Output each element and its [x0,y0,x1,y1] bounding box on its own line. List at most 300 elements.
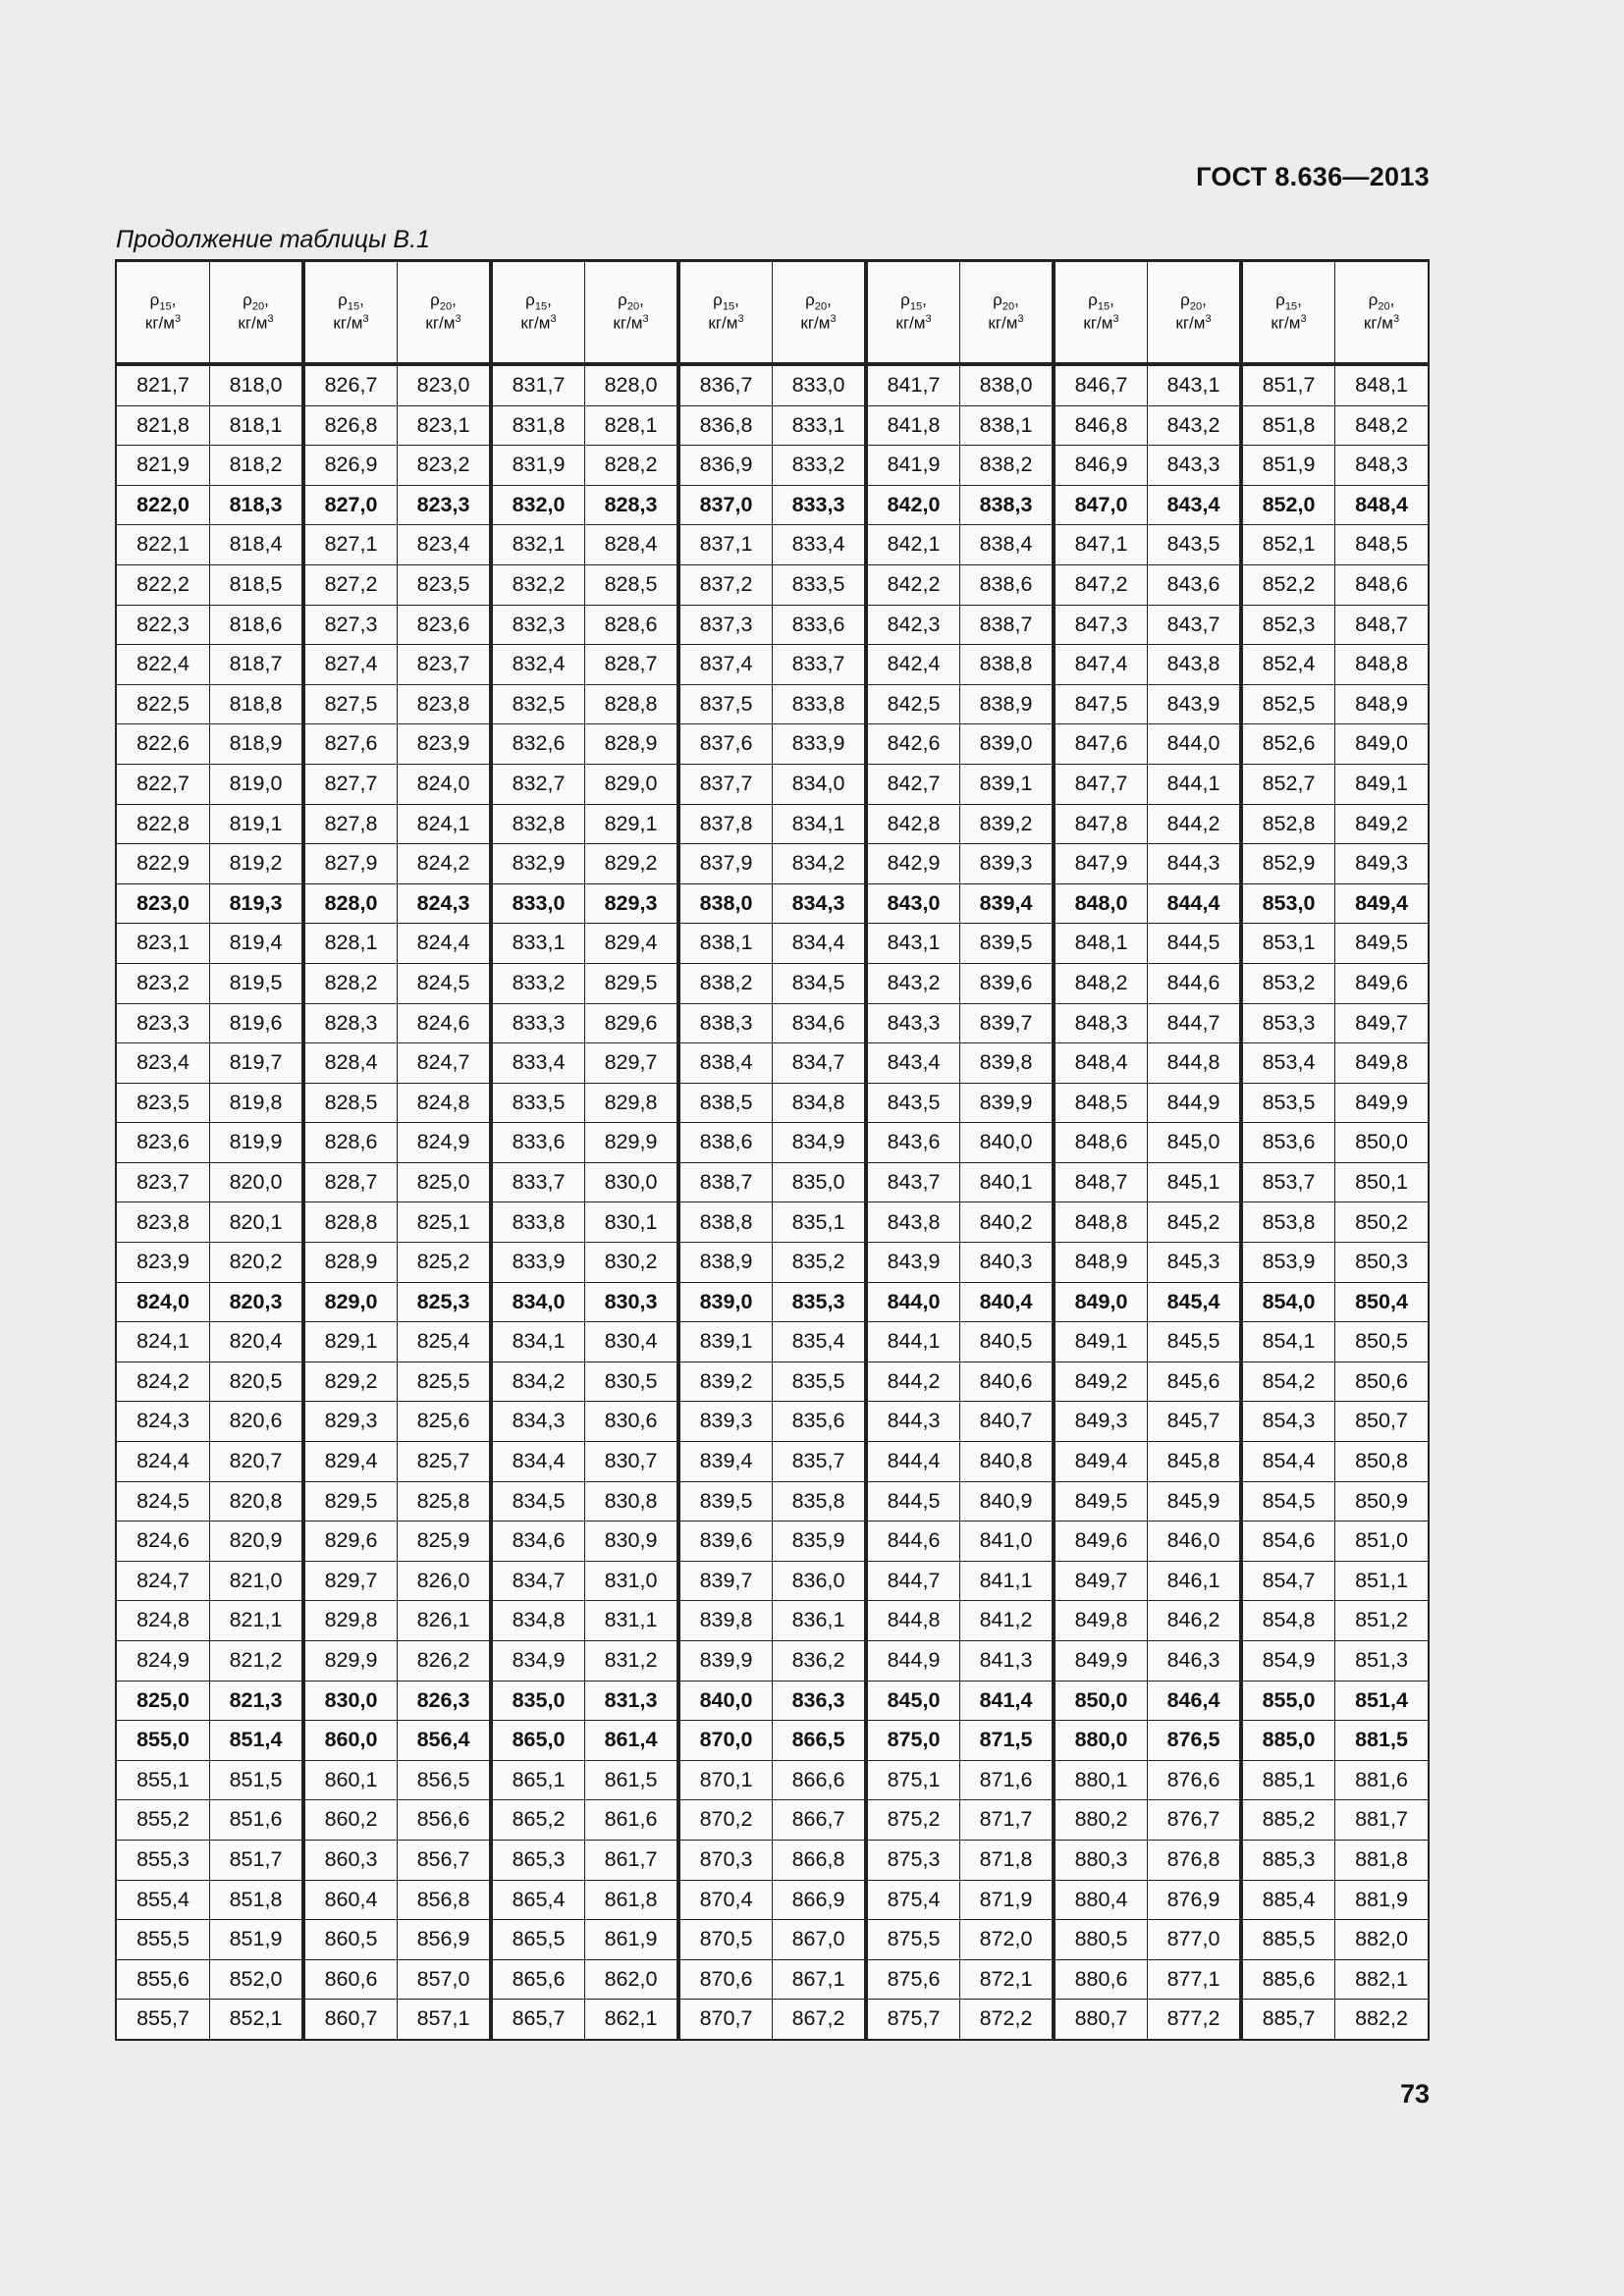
table-cell: 853,0 [1241,883,1335,924]
table-cell: 829,3 [303,1402,398,1442]
table-cell: 851,6 [210,1800,304,1841]
column-symbol: $\rho_{15}$, [338,290,364,313]
table-cell: 849,9 [1054,1641,1148,1682]
table-cell: 828,5 [303,1083,398,1123]
rho-subscript: 20 [1189,300,1203,313]
table-cell: 855,7 [116,2000,210,2040]
table-cell: 847,2 [1054,564,1148,605]
table-cell: 820,6 [210,1402,304,1442]
table-cell: 849,5 [1335,924,1430,964]
table-cell: 855,6 [116,1959,210,2000]
table-cell: 885,6 [1241,1959,1335,2000]
rho-subscript: 20 [1001,300,1015,313]
table-cell: 818,4 [210,525,304,565]
table-cell: 822,9 [116,844,210,884]
table-cell: 847,7 [1054,764,1148,804]
table-cell: 841,2 [960,1601,1055,1641]
table-cell: 823,6 [398,605,492,645]
table-cell: 833,2 [491,963,585,1003]
table-cell: 851,4 [210,1721,304,1761]
table-cell: 836,9 [678,446,773,486]
table-cell: 834,3 [773,883,867,924]
column-header-rho15 [678,261,773,365]
rho-symbol: ρ [430,290,440,309]
table-cell: 851,8 [210,1880,304,1920]
table-cell: 844,6 [866,1522,960,1562]
table-cell: 848,8 [1335,645,1430,685]
rho-symbol: ρ [900,290,910,309]
table-row [116,1561,1429,1601]
table-cell: 838,9 [678,1243,773,1283]
table-cell: 852,6 [1241,724,1335,765]
table-cell: 825,6 [398,1402,492,1442]
rho-symbol: ρ [993,290,1002,309]
table-cell: 833,3 [773,485,867,525]
table-cell: 819,9 [210,1123,304,1163]
table-cell: 848,3 [1335,446,1430,486]
table-cell: 824,3 [116,1402,210,1442]
table-row [116,1202,1429,1243]
table-cell: 842,1 [866,525,960,565]
table-cell: 843,8 [1148,645,1242,685]
rho-subscript: 15 [347,300,360,313]
table-row [116,883,1429,924]
table-cell: 852,7 [1241,764,1335,804]
table-cell: 875,6 [866,1959,960,2000]
table-cell: 826,0 [398,1561,492,1601]
table-cell: 860,2 [303,1800,398,1841]
table-cell: 865,3 [491,1840,585,1880]
table-row [116,446,1429,486]
table-cell: 833,6 [491,1123,585,1163]
table-cell: 834,5 [773,963,867,1003]
table-cell: 852,0 [1241,485,1335,525]
table-cell: 840,1 [960,1162,1055,1202]
table-cell: 833,5 [773,564,867,605]
table-cell: 825,0 [116,1681,210,1721]
table-cell: 828,1 [585,405,679,446]
table-cell: 849,2 [1335,804,1430,844]
column-header-rho20 [1148,261,1242,365]
table-cell: 850,1 [1335,1162,1430,1202]
table-cell: 838,0 [678,883,773,924]
table-cell: 876,5 [1148,1721,1242,1761]
rho-symbol: ρ [1368,290,1379,309]
table-cell: 833,0 [773,364,867,405]
table-cell: 856,8 [398,1880,492,1920]
table-cell: 839,0 [960,724,1055,765]
table-cell: 822,1 [116,525,210,565]
table-cell: 839,7 [960,1003,1055,1043]
table-cell: 841,4 [960,1681,1055,1721]
table-cell: 853,2 [1241,963,1335,1003]
table-cell: 831,8 [491,405,585,446]
table-cell: 824,5 [116,1481,210,1522]
table-cell: 852,2 [1241,564,1335,605]
table-cell: 834,2 [491,1362,585,1402]
table-cell: 826,3 [398,1681,492,1721]
table-cell: 827,0 [303,485,398,525]
table-cell: 844,3 [1148,844,1242,884]
table-cell: 820,0 [210,1162,304,1202]
table-cell: 818,0 [210,364,304,405]
table-cell: 840,7 [960,1402,1055,1442]
table-cell: 862,1 [585,2000,679,2040]
table-cell: 852,9 [1241,844,1335,884]
table-cell: 841,9 [866,446,960,486]
table-cell: 843,6 [1148,564,1242,605]
table-cell: 865,4 [491,1880,585,1920]
table-row [116,844,1429,884]
table-cell: 847,0 [1054,485,1148,525]
table-cell: 849,0 [1335,724,1430,765]
rho-subscript: 20 [1378,300,1390,313]
table-cell: 829,5 [585,963,679,1003]
column-header-rho20 [585,261,679,365]
column-unit [868,313,959,334]
table-cell: 823,9 [116,1243,210,1283]
table-cell: 829,1 [585,804,679,844]
table-cell: 823,0 [116,883,210,924]
table-cell: 849,5 [1054,1481,1148,1522]
table-cell: 822,0 [116,485,210,525]
table-cell: 819,3 [210,883,304,924]
table-cell: 856,6 [398,1800,492,1841]
table-cell: 834,5 [491,1481,585,1522]
unit-text: кг/м [708,313,738,333]
table-cell: 827,3 [303,605,398,645]
table-row [116,804,1429,844]
table-cell: 826,1 [398,1601,492,1641]
table-cell: 828,5 [585,564,679,605]
table-cell: 840,3 [960,1243,1055,1283]
unit-power: 3 [1112,313,1119,326]
table-cell: 855,2 [116,1800,210,1841]
table-cell: 828,6 [303,1123,398,1163]
column-symbol: $\rho_{20}$, [618,290,644,313]
column-header-rho15 [116,261,210,365]
table-cell: 818,1 [210,405,304,446]
table-cell: 844,2 [1148,804,1242,844]
table-cell: 829,4 [585,924,679,964]
table-cell: 853,9 [1241,1243,1335,1283]
table-cell: 823,3 [116,1003,210,1043]
table-cell: 839,9 [960,1083,1055,1123]
table-cell: 824,3 [398,883,492,924]
table-cell: 841,0 [960,1522,1055,1562]
table-cell: 860,6 [303,1959,398,2000]
table-row [116,963,1429,1003]
table-body [116,364,1429,2040]
table-cell: 851,1 [1335,1561,1430,1601]
table-cell: 840,5 [960,1322,1055,1362]
table-cell: 828,2 [585,446,679,486]
table-cell: 854,8 [1241,1601,1335,1641]
column-symbol: $\rho_{15}$, [525,290,552,313]
table-cell: 854,6 [1241,1522,1335,1562]
column-symbol: $\rho_{15}$, [149,290,177,313]
unit-power: 3 [925,313,932,326]
unit-text: кг/м [1083,313,1113,333]
unit-text: кг/м [425,313,456,333]
table-cell: 846,3 [1148,1641,1242,1682]
table-cell: 844,2 [866,1362,960,1402]
table-cell: 848,4 [1335,485,1430,525]
table-cell: 839,8 [960,1043,1055,1084]
table-cell: 865,5 [491,1920,585,1960]
table-cell: 820,7 [210,1442,304,1482]
table-row [116,1322,1429,1362]
table-cell: 828,7 [585,645,679,685]
table-cell: 848,7 [1335,605,1430,645]
table-cell: 833,3 [491,1003,585,1043]
table-cell: 837,1 [678,525,773,565]
table-cell: 820,9 [210,1522,304,1562]
table-cell: 838,4 [960,525,1055,565]
table-cell: 823,8 [116,1202,210,1243]
table-cell: 823,0 [398,364,492,405]
column-symbol: $\rho_{15}$, [900,290,927,313]
table-cell: 853,3 [1241,1003,1335,1043]
table-cell: 877,0 [1148,1920,1242,1960]
table-cell: 819,4 [210,924,304,964]
table-row [116,1402,1429,1442]
table-cell: 842,5 [866,684,960,724]
table-cell: 840,8 [960,1442,1055,1482]
rho-symbol: ρ [618,290,627,309]
table-cell: 833,8 [773,684,867,724]
table-cell: 852,8 [1241,804,1335,844]
table-cell: 885,4 [1241,1880,1335,1920]
table-cell: 818,5 [210,564,304,605]
table-cell: 828,6 [585,605,679,645]
table-cell: 854,2 [1241,1362,1335,1402]
table-cell: 847,3 [1054,605,1148,645]
table-cell: 843,9 [866,1243,960,1283]
table-row [116,645,1429,685]
table-cell: 824,8 [398,1083,492,1123]
table-cell: 847,4 [1054,645,1148,685]
table-cell: 835,0 [773,1162,867,1202]
table-cell: 826,8 [303,405,398,446]
table-cell: 871,7 [960,1800,1055,1841]
table-cell: 840,4 [960,1282,1055,1322]
table-cell: 877,1 [1148,1959,1242,2000]
table-cell: 841,8 [866,405,960,446]
table-cell: 820,1 [210,1202,304,1243]
table-cell: 835,9 [773,1522,867,1562]
table-cell: 871,8 [960,1840,1055,1880]
table-cell: 823,4 [116,1043,210,1084]
table-cell: 833,0 [491,883,585,924]
table-cell: 845,0 [1148,1123,1242,1163]
table-cell: 850,8 [1335,1442,1430,1482]
table-cell: 845,0 [866,1681,960,1721]
table-cell: 847,1 [1054,525,1148,565]
table-cell: 845,5 [1148,1322,1242,1362]
table-cell: 885,1 [1241,1760,1335,1800]
table-cell: 881,9 [1335,1880,1430,1920]
rho-symbol: ρ [1180,290,1190,309]
column-unit [680,313,772,334]
unit-text: кг/м [895,313,926,333]
table-row [116,564,1429,605]
table-cell: 880,2 [1054,1800,1148,1841]
table-cell: 839,5 [678,1481,773,1522]
column-unit [1056,313,1147,334]
table-cell: 834,1 [773,804,867,844]
table-cell: 885,3 [1241,1840,1335,1880]
table-cell: 821,7 [116,364,210,405]
table-cell: 839,4 [960,883,1055,924]
table-cell: 833,8 [491,1202,585,1243]
table-cell: 829,7 [585,1043,679,1084]
table-cell: 875,2 [866,1800,960,1841]
table-cell: 818,6 [210,605,304,645]
table-cell: 853,7 [1241,1162,1335,1202]
table-cell: 839,0 [678,1282,773,1322]
table-cell: 823,6 [116,1123,210,1163]
table-cell: 827,1 [303,525,398,565]
table-cell: 837,3 [678,605,773,645]
table-cell: 852,1 [1241,525,1335,565]
column-unit [1148,313,1239,334]
table-cell: 851,9 [1241,446,1335,486]
table-cell: 870,4 [678,1880,773,1920]
column-header-rho15 [1054,261,1148,365]
table-cell: 844,8 [1148,1043,1242,1084]
table-cell: 843,4 [866,1043,960,1084]
table-cell: 838,8 [678,1202,773,1243]
table-cell: 885,0 [1241,1721,1335,1761]
table-cell: 828,0 [303,883,398,924]
table-cell: 851,7 [210,1840,304,1880]
table-cell: 844,7 [1148,1003,1242,1043]
table-cell: 824,6 [116,1522,210,1562]
table-cell: 839,8 [678,1601,773,1641]
table-cell: 845,9 [1148,1481,1242,1522]
table-cell: 831,7 [491,364,585,405]
rho-subscript: 20 [439,300,453,313]
rho-symbol: ρ [338,290,348,309]
table-cell: 832,5 [491,684,585,724]
table-cell: 832,4 [491,645,585,685]
table-cell: 828,7 [303,1162,398,1202]
table-cell: 851,9 [210,1920,304,1960]
table-cell: 836,0 [773,1561,867,1601]
table-cell: 860,5 [303,1920,398,1960]
table-cell: 839,3 [678,1402,773,1442]
rho-subscript: 15 [534,300,548,313]
table-cell: 841,7 [866,364,960,405]
table-cell: 833,9 [491,1243,585,1283]
table-cell: 830,3 [585,1282,679,1322]
table-cell: 843,3 [866,1003,960,1043]
table-cell: 826,2 [398,1641,492,1682]
table-row [116,1601,1429,1641]
table-cell: 853,8 [1241,1202,1335,1243]
table-cell: 829,5 [303,1481,398,1522]
table-cell: 843,0 [866,883,960,924]
table-cell: 819,7 [210,1043,304,1084]
table-cell: 848,2 [1054,963,1148,1003]
table-cell: 838,1 [960,405,1055,446]
table-cell: 831,3 [585,1681,679,1721]
table-cell: 833,1 [773,405,867,446]
table-cell: 827,2 [303,564,398,605]
table-cell: 866,9 [773,1880,867,1920]
table-cell: 838,2 [960,446,1055,486]
table-row [116,1522,1429,1562]
table-cell: 876,9 [1148,1880,1242,1920]
table-cell: 847,6 [1054,724,1148,765]
table-cell: 870,3 [678,1840,773,1880]
table-cell: 843,2 [1148,405,1242,446]
table-cell: 856,9 [398,1920,492,1960]
table-cell: 824,7 [398,1043,492,1084]
table-cell: 843,6 [866,1123,960,1163]
table-cell: 850,7 [1335,1402,1430,1442]
table-cell: 851,5 [210,1760,304,1800]
table-cell: 855,3 [116,1840,210,1880]
table-cell: 870,2 [678,1800,773,1841]
table-cell: 822,2 [116,564,210,605]
table-cell: 851,3 [1335,1641,1430,1682]
table-cell: 849,3 [1054,1402,1148,1442]
column-unit [305,313,397,334]
unit-power: 3 [642,313,649,326]
table-cell: 856,7 [398,1840,492,1880]
table-cell: 881,8 [1335,1840,1430,1880]
table-cell: 821,8 [116,405,210,446]
table-cell: 854,9 [1241,1641,1335,1682]
table-cell: 824,1 [398,804,492,844]
table-cell: 830,2 [585,1243,679,1283]
table-cell: 834,4 [773,924,867,964]
table-cell: 830,6 [585,1402,679,1442]
table-caption: Продолжение таблицы В.1 [116,226,430,253]
table-cell: 839,4 [678,1442,773,1482]
table-cell: 828,1 [303,924,398,964]
column-header-rho20 [773,261,867,365]
table-row [116,1800,1429,1841]
table-cell: 844,1 [1148,764,1242,804]
table-cell: 821,3 [210,1681,304,1721]
table-cell: 830,5 [585,1362,679,1402]
table-cell: 823,4 [398,525,492,565]
table-cell: 855,5 [116,1920,210,1960]
table-cell: 827,6 [303,724,398,765]
table-cell: 824,9 [116,1641,210,1682]
table-cell: 845,7 [1148,1402,1242,1442]
table-cell: 824,4 [116,1442,210,1482]
table-cell: 837,0 [678,485,773,525]
table-cell: 838,8 [960,645,1055,685]
table-cell: 882,2 [1335,2000,1430,2040]
table-cell: 865,7 [491,2000,585,2040]
table-cell: 875,0 [866,1721,960,1761]
table-cell: 834,9 [773,1123,867,1163]
table-cell: 848,8 [1054,1202,1148,1243]
table-cell: 867,1 [773,1959,867,2000]
table-row [116,1721,1429,1761]
table-cell: 872,1 [960,1959,1055,2000]
table-cell: 860,0 [303,1721,398,1761]
table-cell: 837,6 [678,724,773,765]
table-cell: 824,7 [116,1561,210,1601]
table-cell: 824,4 [398,924,492,964]
table-cell: 842,6 [866,724,960,765]
